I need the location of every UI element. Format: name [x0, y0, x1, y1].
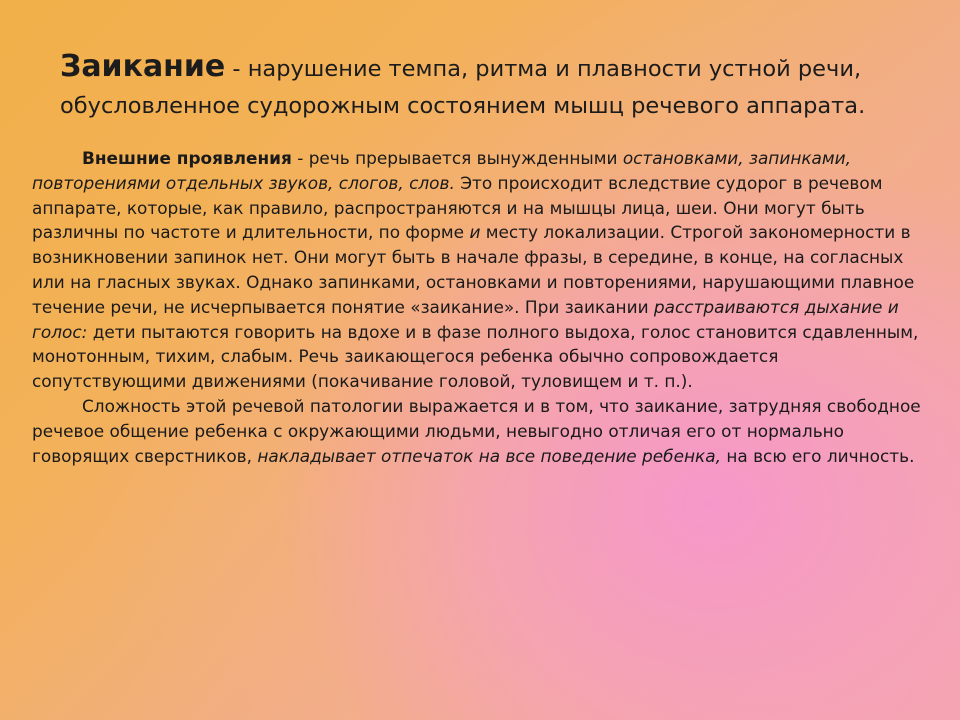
p1-text-4: дети пытаются говорить на вдохе и в фазе полного выдоха, голос становится сдавленным, монотонным, тихим, слабым. Речь заикающегося ребенка обычно сопровождается сопутствующими движениями (покачивание головой, туловищем и т. п.).: [32, 321, 919, 392]
title-term: Заикание: [60, 49, 226, 84]
p1-text-3: месту локализации. Строгой закономерности в возникновении запинок нет. Они могут быть в начале фразы, в середине, в конце, на согласных или на гласных звуках. Однако запинками, остановками и повторениями, нарушающими плавное течение речи, не исчерпывается понятие «заикание». При заикании: [32, 222, 915, 317]
p1-text-2: Это происходит вследствие судорог в речевом аппарате, которые, как правило, распространяются и на мышцы лица, шеи. Они могут быть различны по частоте и длительности, по форме: [32, 172, 883, 243]
p2-text-1: Сложность этой речевой патологии выражается и в том, что заикание, затрудняя свободное речевое общение ребенка с окружающими людьми, невыгодно отличая его от нормально говорящих сверстников,: [32, 395, 921, 466]
p2-text-2: на всю его личность.: [720, 445, 915, 466]
p1-italic-3: расстраиваются дыхание и голос:: [32, 296, 899, 342]
p1-text-1: - речь прерывается вынужденными: [291, 148, 623, 168]
title-definition: - нарушение темпа, ритма и плавности устной речи, обусловленное судорожным состоянием мышц речевого аппарата.: [60, 56, 866, 119]
slide-body: [32, 146, 937, 468]
lead-heading: Внешние проявления: [82, 148, 292, 168]
slide-title: [60, 48, 920, 125]
paragraph-external-manifestations: [32, 146, 937, 394]
paragraph-complexity: [32, 394, 937, 468]
p1-italic-2: и: [469, 222, 481, 243]
p2-italic-1: накладывает отпечаток на все поведение ребенка,: [257, 445, 721, 466]
p1-italic-1: остановками, запинками, повторениями отдельных звуков, слогов, слов.: [32, 148, 852, 193]
